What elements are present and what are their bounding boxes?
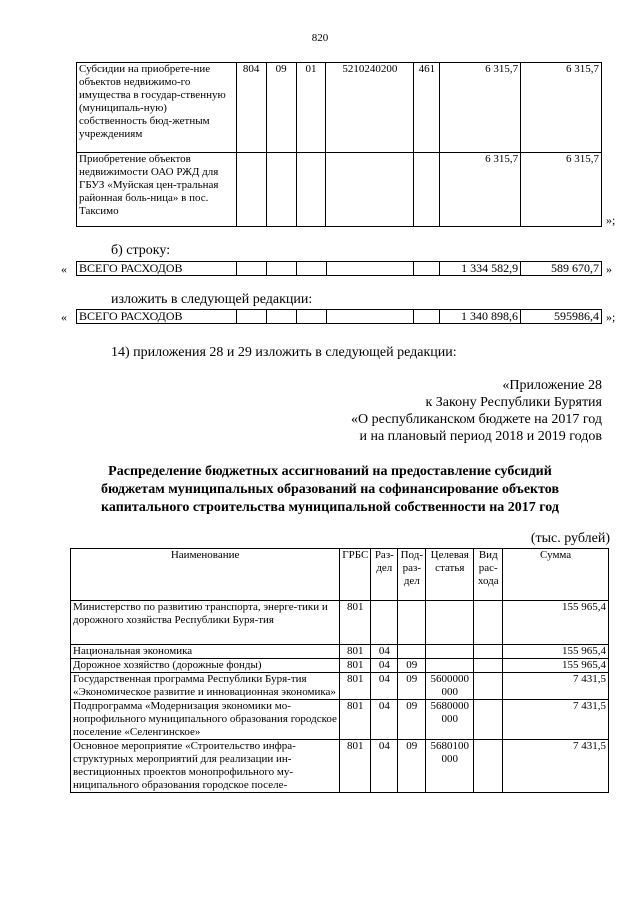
podrazdel-cell: 01: [296, 63, 326, 153]
podrazdel-cell: 09: [398, 673, 426, 700]
total-label: ВСЕГО РАСХОДОВ: [77, 262, 237, 276]
header-grbs: ГРБС: [340, 549, 371, 601]
grbs-cell: [236, 153, 266, 227]
grbs-cell: 801: [340, 700, 371, 740]
row-name: Дорожное хозяйство (дорожные фонды): [71, 659, 340, 673]
page-number: 820: [311, 32, 329, 44]
top-table-tail: »;: [606, 213, 616, 227]
sum1-cell: 6 315,7: [440, 63, 521, 153]
row-name: Субсидии на приобрете-ние объектов недвижимо-го имущества в государ-ственную (муниципаль-ную) собственность бюд-жетным учреждениям: [77, 63, 237, 153]
grbs-cell: 801: [340, 601, 371, 645]
podrazdel-cell: 09: [398, 659, 426, 673]
quote-open: «: [61, 262, 67, 276]
table-row: [71, 645, 609, 659]
main-table: [70, 548, 609, 793]
units-label: (тыс. рублей): [530, 531, 610, 546]
podrazdel-cell: 09: [398, 700, 426, 740]
row-name: Государственная программа Республики Буря-тия «Экономическое развитие и инновационная экономика»: [71, 673, 340, 700]
tselevaya-cell: [326, 153, 414, 227]
grbs-cell: 801: [340, 645, 371, 659]
row-name: Министерство по развитию транспорта, энерге-тики и дорожного хозяйства Республики Буря-тия: [71, 601, 340, 645]
sum-cell: 155 965,4: [503, 659, 609, 673]
header-row: [71, 549, 609, 601]
quote-close: »: [606, 262, 612, 276]
vid-cell: [414, 153, 440, 227]
top-table: [76, 62, 602, 227]
sum-cell: 7 431,5: [503, 700, 609, 740]
vid-cell: [474, 645, 503, 659]
sum2-cell: 595986,4: [521, 310, 602, 324]
razdel-cell: 04: [371, 645, 398, 659]
razdel-cell: [371, 601, 398, 645]
table-row: [71, 659, 609, 673]
sum-cell: 155 965,4: [503, 601, 609, 645]
header-sum: Сумма: [503, 549, 609, 601]
razdel-cell: 04: [371, 673, 398, 700]
grbs-cell: 801: [340, 659, 371, 673]
vid-cell: [474, 700, 503, 740]
table-row: [77, 63, 602, 153]
total-row-before: [76, 261, 602, 276]
header-razdel: Раз-дел: [371, 549, 398, 601]
appendix-line: к Закону Республики Бурятия: [425, 395, 602, 410]
line-edit: изложить в следующей редакции:: [111, 292, 313, 307]
tselevaya-cell: 5680100 000: [426, 740, 474, 793]
total-label: ВСЕГО РАСХОДОВ: [77, 310, 237, 324]
vid-cell: [474, 601, 503, 645]
header-vid: Вид рас-хода: [474, 549, 503, 601]
razdel-cell: 04: [371, 659, 398, 673]
podrazdel-cell: [398, 645, 426, 659]
table-row: [71, 700, 609, 740]
page-title: [40, 463, 620, 517]
table-row: [77, 153, 602, 227]
quote-close: »;: [606, 310, 616, 324]
vid-cell: [474, 673, 503, 700]
title-line: бюджетам муниципальных образований на софинансирование объектов: [100, 482, 560, 497]
table-row: [77, 310, 602, 324]
quote-open: «: [61, 310, 67, 324]
title-line: Распределение бюджетных ассигнований на предоставление субсидий: [108, 464, 552, 479]
table-row: [71, 673, 609, 700]
razdel-cell: 04: [371, 740, 398, 793]
tselevaya-cell: [426, 645, 474, 659]
header-name: Наименование: [71, 549, 340, 601]
sum2-cell: 589 670,7: [521, 262, 602, 276]
table-row: [77, 262, 602, 276]
appendix-block: [351, 377, 602, 445]
tselevaya-cell: [426, 659, 474, 673]
tselevaya-cell: 5210240200: [326, 63, 414, 153]
item-14: 14) приложения 28 и 29 изложить в следующей редакции:: [111, 345, 457, 360]
appendix-line: «О республиканском бюджете на 2017 год: [351, 412, 602, 427]
sum1-cell: 1 340 898,6: [440, 310, 521, 324]
tselevaya-cell: 5600000 000: [426, 673, 474, 700]
appendix-line: «Приложение 28: [502, 378, 602, 393]
row-name: Национальная экономика: [71, 645, 340, 659]
vid-cell: [474, 659, 503, 673]
grbs-cell: 801: [340, 740, 371, 793]
sum-cell: 7 431,5: [503, 740, 609, 793]
header-tselevaya: Целевая статья: [426, 549, 474, 601]
sum-cell: 7 431,5: [503, 673, 609, 700]
grbs-cell: 801: [340, 673, 371, 700]
razdel-cell: [266, 153, 296, 227]
razdel-cell: 04: [371, 700, 398, 740]
podrazdel-cell: 09: [398, 740, 426, 793]
vid-cell: 461: [414, 63, 440, 153]
podrazdel-cell: [296, 153, 326, 227]
tselevaya-cell: 5680000 000: [426, 700, 474, 740]
podrazdel-cell: [398, 601, 426, 645]
appendix-line: и на плановый период 2018 и 2019 годов: [359, 429, 602, 444]
sum-cell: 155 965,4: [503, 645, 609, 659]
row-name: Основное мероприятие «Строительство инфра-структурных мероприятий для реализации ин-вестиционных проектов монопрофильного му-ниципального образования городское поселе-: [71, 740, 340, 793]
table-row: [71, 601, 609, 645]
title-line: капитального строительства муниципальной собственности на 2017 год: [101, 500, 559, 515]
grbs-cell: 804: [236, 63, 266, 153]
sum2-cell: 6 315,7: [521, 63, 602, 153]
line-b: б) строку:: [111, 243, 171, 258]
sum2-cell: 6 315,7: [521, 153, 602, 227]
header-podrazdel: Под-раз-дел: [398, 549, 426, 601]
table-row: [71, 740, 609, 793]
tselevaya-cell: [426, 601, 474, 645]
sum1-cell: 1 334 582,9: [440, 262, 521, 276]
row-name: Подпрограмма «Модернизация экономики мо-нопрофильного муниципального образования городское поселение «Селенгинское»: [71, 700, 340, 740]
sum1-cell: 6 315,7: [440, 153, 521, 227]
vid-cell: [474, 740, 503, 793]
row-name: Приобретение объектов недвижимости ОАО РЖД для ГБУЗ «Муйская цен-тральная районная боль-ница» в пос. Таксимо: [77, 153, 237, 227]
razdel-cell: 09: [266, 63, 296, 153]
total-row-after: [76, 309, 602, 324]
